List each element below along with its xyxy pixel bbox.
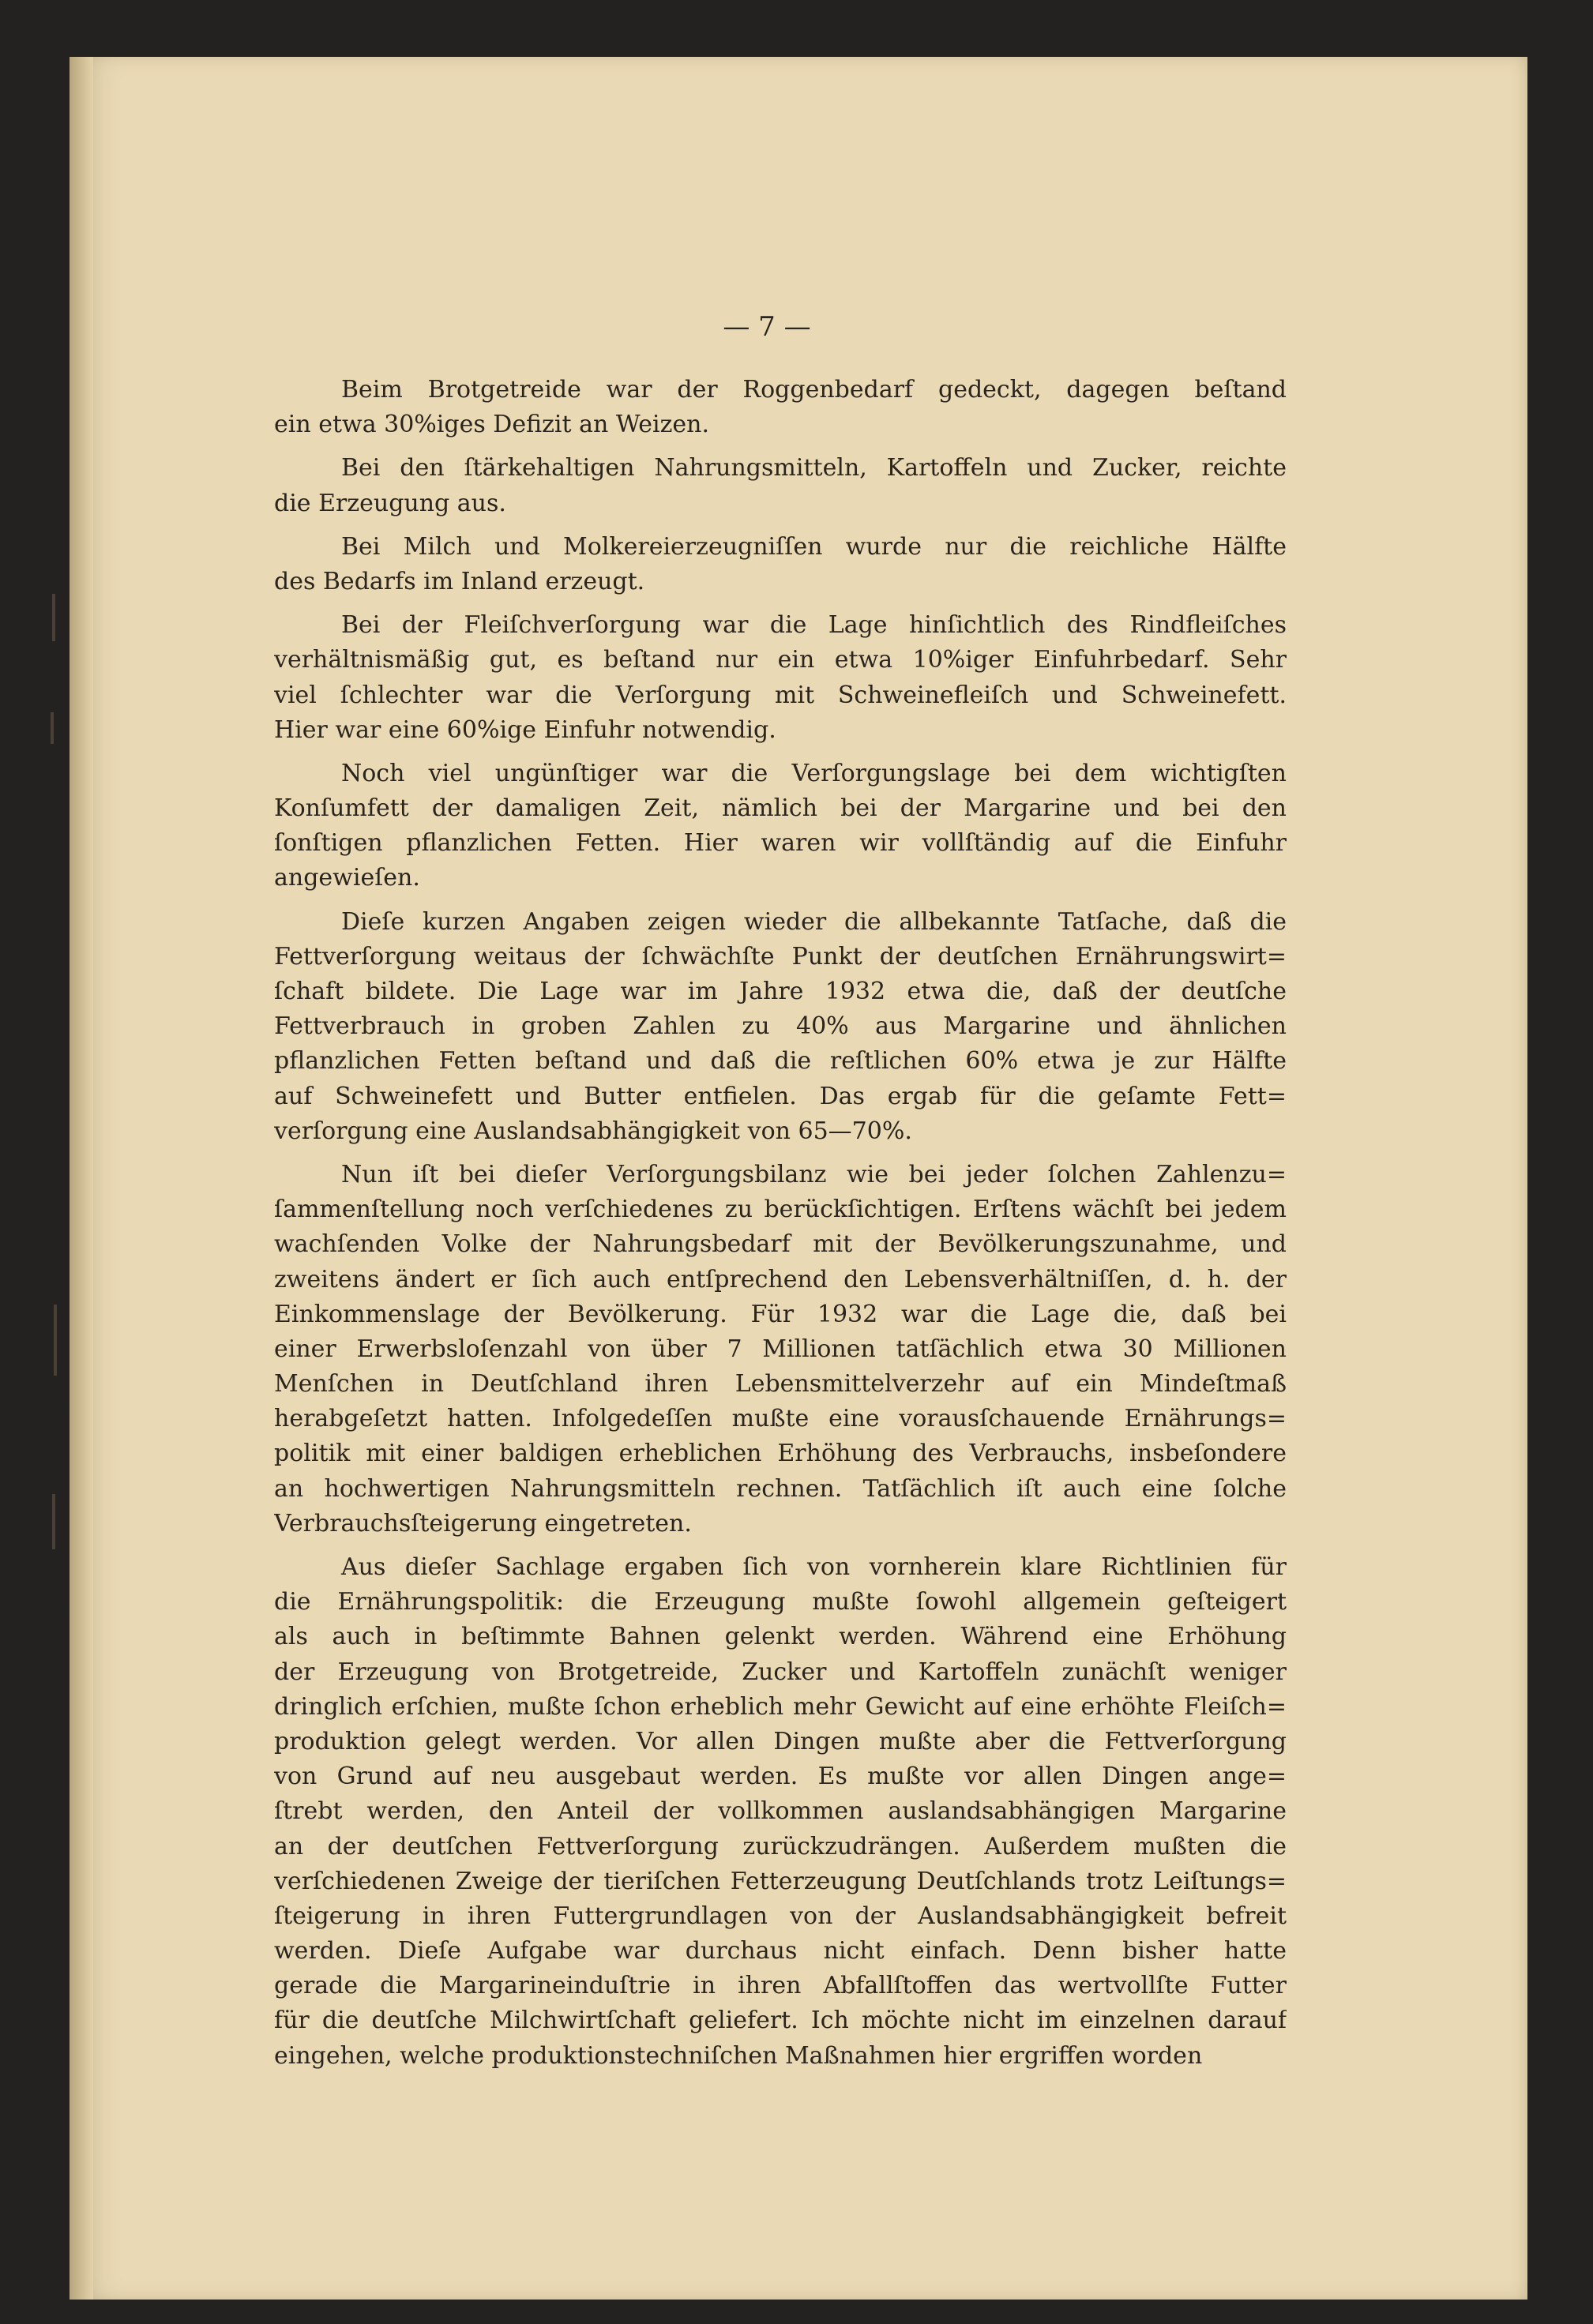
text-line: auf Schweinefett und Butter entfielen. Das ergab für die geſamte Fett=	[274, 1082, 1287, 1110]
text-line: Nun iſt bei dieſer Verſorgungsbilanz wie bei jeder ſolchen Zahlenzu=	[341, 1160, 1287, 1188]
text-line: verſorgung eine Auslandsabhängigkeit von 65—70%.	[274, 1117, 912, 1145]
text-line: Menſchen in Deutſchland ihren Lebensmittelverzehr auf ein Mindeſtmaß	[274, 1370, 1287, 1399]
text-line: Fettverſorgung weitaus der ſchwächſte Punkt der deutſchen Ernährungswirt=	[274, 942, 1287, 971]
page-number: — 7 —	[723, 311, 811, 343]
text-line: die Ernährungspolitik: die Erzeugung mußte ſowohl allgemein geſteigert	[274, 1588, 1287, 1616]
text-line: Hier war eine 60%ige Einfuhr notwendig.	[274, 715, 776, 744]
paragraph	[274, 905, 1287, 1149]
text-line: Dieſe kurzen Angaben zeigen wieder die allbekannte Tatſache, daß die	[341, 907, 1287, 936]
margin-mark	[54, 1305, 57, 1376]
text-line: Konſumfett der damaligen Zeit, nämlich bei der Margarine und bei den	[274, 794, 1287, 823]
text-line: ſonſtigen pflanzlichen Fetten. Hier waren wir vollſtändig auf die Einfuhr	[274, 829, 1287, 858]
paragraph	[274, 1158, 1287, 1541]
text-line: viel ſchlechter war die Verſorgung mit Schweinefleiſch und Schweinefett.	[274, 681, 1287, 709]
text-line: wachſenden Volke der Nahrungsbedarf mit der Bevölkerungszunahme, und	[274, 1230, 1287, 1259]
text-line: gerade die Margarineinduſtrie in ihren Abfallſtoffen das wertvollſte Futter	[274, 1972, 1287, 2000]
margin-mark	[52, 1494, 55, 1549]
text-line: pflanzlichen Fetten beſtand und daß die reſtlichen 60% etwa je zur Hälfte	[274, 1047, 1287, 1076]
text-line: eingehen, welche produktionstechniſchen Maßnahmen hier ergriffen worden	[274, 2041, 1203, 2070]
text-line: Einkommenslage der Bevölkerung. Für 1932 war die Lage die, daß bei	[274, 1300, 1287, 1328]
text-line: an hochwertigen Nahrungsmitteln rechnen. Tatſächlich iſt auch eine ſolche	[274, 1474, 1287, 1503]
page-binding-edge	[70, 57, 93, 2300]
text-line: an der deutſchen Fettverſorgung zurückzudrängen. Außerdem mußten die	[274, 1832, 1287, 1860]
text-line: Aus dieſer Sachlage ergaben ſich von vornherein klare Richtlinien für	[341, 1553, 1287, 1581]
paragraph	[274, 757, 1287, 896]
text-line: Beim Brotgetreide war der Roggenbedarf gedeckt, dagegen beſtand	[341, 376, 1287, 404]
text-line: politik mit einer baldigen erheblichen Erhöhung des Verbrauchs, insbeſondere	[274, 1440, 1287, 1468]
paragraph	[274, 373, 1287, 442]
text-line: herabgeſetzt hatten. Infolgedeſſen mußte eine vorausſchauende Ernährungs=	[274, 1405, 1287, 1433]
paragraph	[274, 451, 1287, 520]
paragraph	[274, 608, 1287, 748]
text-line: ſteigerung in ihren Futtergrundlagen von der Auslandsabhängigkeit befreit	[274, 1902, 1287, 1930]
text-line: Bei der Fleiſchverſorgung war die Lage hinſichtlich des Rindfleiſches	[341, 611, 1287, 640]
text-line: werden. Dieſe Aufgabe war durchaus nicht einfach. Denn bisher hatte	[274, 1937, 1287, 1965]
margin-mark	[52, 594, 55, 641]
text-line: dringlich erſchien, mußte ſchon erheblich mehr Gewicht auf eine erhöhte Fleiſch=	[274, 1692, 1287, 1721]
text-line: verſchiedenen Zweige der tieriſchen Fetterzeugung Deutſchlands trotz Leiſtungs=	[274, 1867, 1287, 1895]
body-text	[274, 373, 1287, 2082]
text-line: von Grund auf neu ausgebaut werden. Es mußte vor allen Dingen ange=	[274, 1763, 1287, 1791]
text-line: Noch viel ungünſtiger war die Verſorgungslage bei dem wichtigſten	[341, 759, 1287, 787]
text-line: einer Erwerbsloſenzahl von über 7 Millionen tatſächlich etwa 30 Millionen	[274, 1335, 1287, 1363]
document-page	[70, 57, 1527, 2300]
text-line: ſammenſtellung noch verſchiedenes zu berückſichtigen. Erſtens wächſt bei jedem	[274, 1196, 1287, 1224]
paragraph	[274, 530, 1287, 599]
text-line: Verbrauchsſteigerung eingetreten.	[274, 1509, 692, 1537]
text-line: als auch in beſtimmte Bahnen gelenkt werden. Während eine Erhöhung	[274, 1623, 1287, 1651]
text-line: Bei den ſtärkehaltigen Nahrungsmitteln, Kartoffeln und Zucker, reichte	[341, 454, 1287, 482]
text-line: ſchaft bildete. Die Lage war im Jahre 1932 etwa die, daß der deutſche	[274, 978, 1287, 1005]
text-line: zweitens ändert er ſich auch entſprechend den Lebensverhältniſſen, d. h. der	[274, 1265, 1287, 1293]
text-line: verhältnismäßig gut, es beſtand nur ein etwa 10%iger Einfuhrbedarf. Sehr	[274, 646, 1287, 674]
text-line: für die deutſche Milchwirtſchaft geliefert. Ich möchte nicht im einzelnen darauf	[274, 2007, 1287, 2035]
text-line: ſtrebt werden, den Anteil der vollkommen auslandsabhängigen Margarine	[274, 1797, 1287, 1826]
text-line: der Erzeugung von Brotgetreide, Zucker und Kartoffeln zunächſt weniger	[274, 1658, 1287, 1686]
text-line: die Erzeugung aus.	[274, 489, 506, 517]
margin-mark	[51, 712, 54, 744]
text-line: Fettverbrauch in groben Zahlen zu 40% aus Margarine und ähnlichen	[274, 1012, 1287, 1041]
text-line: Bei Milch und Molkereierzeugniſſen wurde nur die reichliche Hälfte	[341, 532, 1287, 561]
text-line: produktion gelegt werden. Vor allen Dingen mußte aber die Fettverſorgung	[274, 1727, 1287, 1755]
text-line: angewieſen.	[274, 864, 420, 892]
paragraph	[274, 1550, 1287, 2074]
page-number-wrap	[70, 311, 1527, 343]
text-line: des Bedarfs im Inland erzeugt.	[274, 567, 645, 595]
text-line: ein etwa 30%iges Defizit an Weizen.	[274, 411, 709, 439]
